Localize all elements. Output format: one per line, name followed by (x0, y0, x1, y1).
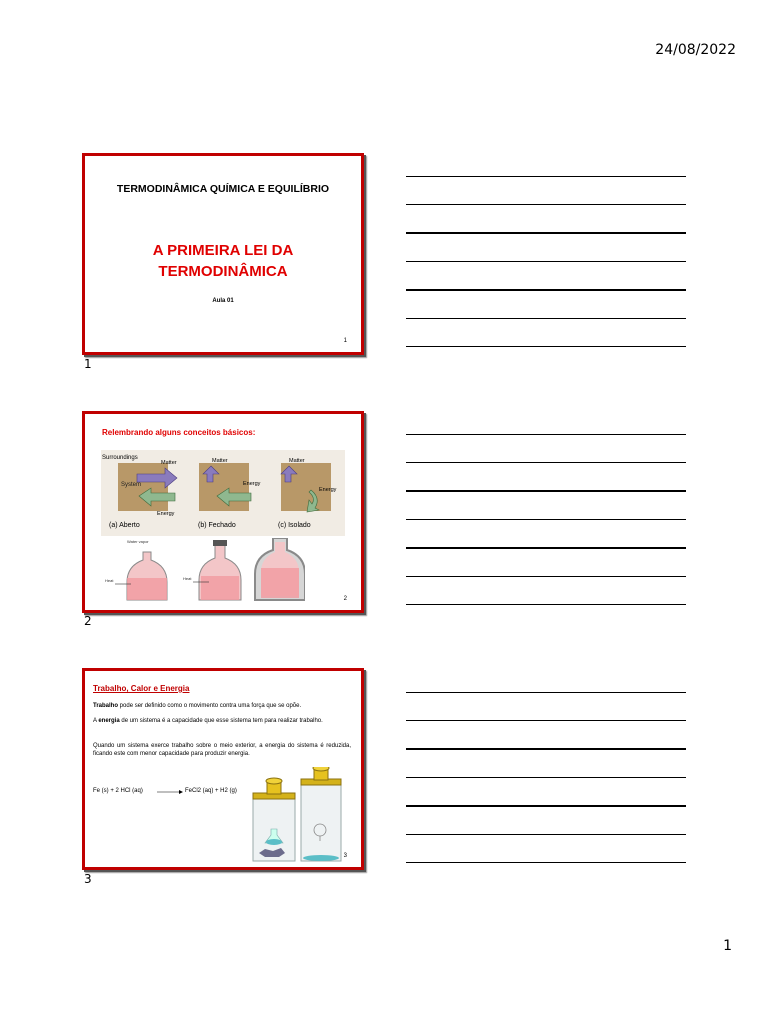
note-line (406, 289, 686, 291)
paragraph-work (93, 702, 351, 710)
slide-footer-number: 2 (343, 596, 347, 602)
lecture-subtitle: Aula 01 (212, 298, 234, 304)
title-line-2: TERMODINÂMICA (158, 263, 288, 280)
energy-label-c: Energy (319, 487, 337, 493)
slide-number-label: 2 (84, 614, 92, 628)
note-line (406, 805, 686, 807)
course-title: TERMODINÂMICA QUÍMICA E EQUILÍBRIO (116, 183, 330, 195)
note-lines (406, 176, 686, 347)
matter-label-b: Matter (212, 458, 228, 464)
note-line (406, 777, 686, 778)
flasks-illustration (105, 538, 305, 604)
lecture-title (85, 240, 361, 282)
slide-2 (82, 411, 364, 613)
slide-3 (82, 668, 364, 870)
note-line (406, 604, 686, 605)
note-lines (406, 434, 686, 605)
note-line (406, 261, 686, 262)
paragraph-energy-text: de um sistema é a capacidade que esse sistema tem para realizar trabalho. (119, 718, 323, 724)
note-line (406, 204, 686, 205)
term-work: Trabalho (93, 703, 119, 709)
note-line (406, 346, 686, 347)
note-line (406, 862, 686, 863)
note-line (406, 232, 686, 234)
matter-label-c: Matter (289, 458, 305, 464)
paragraph-energy (93, 717, 351, 725)
matter-label-a: Matter (161, 460, 177, 466)
date: 24/08/2022 (655, 42, 736, 58)
slide-1 (82, 153, 364, 355)
slide-footer-number: 1 (343, 338, 347, 344)
equation-products: FeCl2 (aq) + H2 (g) (185, 788, 237, 794)
system-label: System (121, 482, 142, 488)
energy-label-b: Energy (243, 481, 261, 487)
open-label: (a) Aberto (109, 522, 140, 529)
paragraph-work-text: pode ser definido como o movimento contra uma força que se opõe. (118, 703, 302, 709)
isolated-label: (c) Isolado (278, 522, 311, 529)
slide-number-label: 3 (84, 872, 92, 886)
piston-illustration (243, 767, 343, 865)
note-lines (406, 692, 686, 863)
term-energy: energia (98, 718, 120, 724)
energy-label-a: Energy (157, 511, 175, 517)
note-line (406, 318, 686, 319)
slide-heading: Trabalho, Calor e Energia (93, 684, 190, 693)
paragraph-energy-pre: A (93, 718, 99, 724)
note-line (406, 834, 686, 835)
note-line (406, 547, 686, 549)
note-line (406, 576, 686, 577)
closed-label: (b) Fechado (198, 522, 236, 529)
slide-number-label: 1 (84, 357, 92, 371)
title-line-1: A PRIMEIRA LEI DA (152, 242, 294, 259)
slide-heading: Relembrando alguns conceitos básicos: (102, 428, 256, 437)
water-vapor-label: Water vapor (127, 539, 149, 544)
paragraph-system-work: Quando um sistema exerce trabalho sobre o meio exterior, a energia do sistema é reduzida, ficando este com menor capacidade para produzir energia. (93, 743, 351, 757)
equation-reactants: Fe (s) + 2 HCl (aq) (93, 788, 143, 794)
heat-label-1: Heat (105, 578, 114, 583)
surroundings-label: Surroundings (102, 455, 138, 461)
note-line (406, 692, 686, 693)
page-number: 1 (723, 938, 732, 954)
note-line (406, 519, 686, 520)
slide-footer-number: 3 (343, 853, 347, 859)
note-line (406, 720, 686, 721)
note-line (406, 748, 686, 750)
note-line (406, 462, 686, 463)
note-line (406, 176, 686, 177)
note-line (406, 434, 686, 435)
note-line (406, 490, 686, 492)
heat-label-2: Heat (183, 576, 192, 581)
systems-diagram (101, 450, 345, 536)
reaction-arrow (157, 789, 183, 795)
